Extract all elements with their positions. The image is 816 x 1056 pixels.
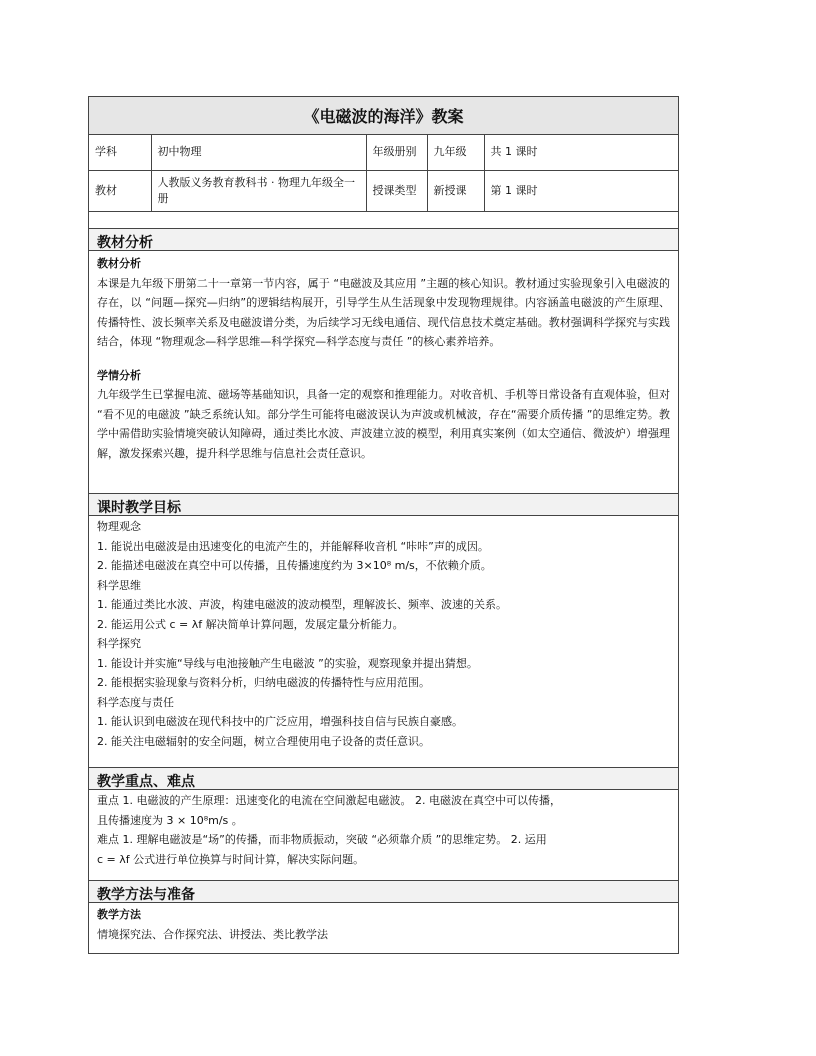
material-paragraph: 本课是九年级下册第二十一章第一节内容，属于 “电磁波及其应用 ”主题的核心知识。教材通过实验现象引入电磁波的存在，以 “问题—探究—归纳”的逻辑结构展开，引导学生从生活现象中发现物理规律。内容涵盖电磁波的产生原理、传播特性、波长频率关系及电磁波谱分类，为后续学习无线电通信、现代信息技术奠定基础。教材强调科学探究与实践结合，体现 “物理观念—科学思维—科学探究—科学态度与责任 ”的核心素养培养。 — [97, 276, 670, 348]
objective-item: 2. 能运用公式 c = λf 解决简单计算问题，发展定量分析能力。 — [97, 617, 404, 631]
analysis-section — [89, 254, 678, 463]
lesson-no-value: 第 1 课时 — [484, 170, 678, 211]
objective-item: 2. 能关注电磁辐射的安全问题，树立合理使用电子设备的责任意识。 — [97, 734, 430, 748]
objective-item: 1. 能设计并实施“导线与电池接触产生电磁波 ”的实验，观察现象并提出猜想。 — [97, 656, 478, 670]
key-points-heading: 教学重点、难点 — [89, 767, 678, 790]
analysis-heading: 教材分析 — [89, 228, 678, 251]
material-subtitle: 教材分析 — [97, 257, 141, 270]
method-text: 情境探究法、合作探究法、讲授法、类比教学法 — [97, 927, 328, 941]
objective-item: 2. 能根据实验现象与资料分析，归纳电磁波的传播特性与应用范围。 — [97, 676, 430, 689]
objective-group-name: 物理观念 — [97, 520, 141, 533]
methods-heading: 教学方法与准备 — [89, 880, 678, 903]
subject-value: 初中物理 — [151, 134, 366, 170]
method-subtitle: 教学方法 — [97, 908, 141, 921]
objective-item: 2. 能描述电磁波在真空中可以传播，且传播速度约为 3×10⁸ m/s，不依赖介质。 — [97, 559, 492, 572]
focus-line: 且传播速度为 3 × 10⁸m/s 。 — [97, 813, 243, 827]
grade-label: 年级册别 — [366, 134, 427, 170]
textbook-value: 人教版义务教育教科书 · 物理九年级全一册 — [151, 170, 366, 211]
difficulty-line: 难点 1. 理解电磁波是“场”的传播，而非物质振动，突破 “必须靠介质 ”的思维定势。 2. 运用 — [97, 833, 547, 846]
info-table — [89, 134, 678, 212]
objective-item: 1. 能说出电磁波是由迅速变化的电流产生的，并能解释收音机 “咔咔”声的成因。 — [97, 539, 489, 553]
difficulty-line: c = λf 公式进行单位换算与时间计算，解决实际问题。 — [97, 852, 365, 866]
objective-group-name: 科学探究 — [97, 637, 141, 650]
info-row-subject — [89, 134, 678, 170]
info-row-textbook — [89, 170, 678, 211]
objective-group-name: 科学思维 — [97, 578, 141, 592]
lesson-plan-sheet — [88, 96, 679, 954]
textbook-label: 教材 — [89, 170, 151, 211]
student-paragraph: 九年级学生已掌握电流、磁场等基础知识，具备一定的观察和推理能力。对收音机、手机等日常设备有直观体验，但对 “看不见的电磁波 ”缺乏系统认知。部分学生可能将电磁波误认为声波或机械波，存在“需要介质传播 ”的思维定势。教学中需借助实验情境突破认知障碍，通过类比水波、声波建立波的模型，利用真实案例（如太空通信、微波炉）增强理解，激发探索兴趣，提升科学思维与信息社会责任意识。 — [97, 388, 670, 460]
lesson-type-label: 授课类型 — [366, 170, 427, 211]
objective-group-name: 科学态度与责任 — [97, 695, 174, 709]
hours-value: 共 1 课时 — [484, 134, 678, 170]
objectives-section — [89, 517, 678, 751]
student-subtitle: 学情分析 — [97, 368, 141, 382]
methods-section — [89, 905, 678, 944]
objective-item: 1. 能通过类比水波、声波，构建电磁波的波动模型，理解波长、频率、波速的关系。 — [97, 598, 507, 611]
subject-label: 学科 — [89, 134, 151, 170]
grade-value: 九年级 — [427, 134, 484, 170]
objective-item: 1. 能认识到电磁波在现代科技中的广泛应用，增强科技自信与民族自豪感。 — [97, 715, 463, 728]
focus-line: 重点 1. 电磁波的产生原理：迅速变化的电流在空间激起电磁波。 2. 电磁波在真空中可以传播， — [97, 794, 561, 807]
lesson-type-value: 新授课 — [427, 170, 484, 211]
document-title: 《电磁波的海洋》教案 — [89, 97, 678, 135]
key-points-section — [89, 791, 678, 869]
objectives-heading: 课时教学目标 — [89, 493, 678, 516]
